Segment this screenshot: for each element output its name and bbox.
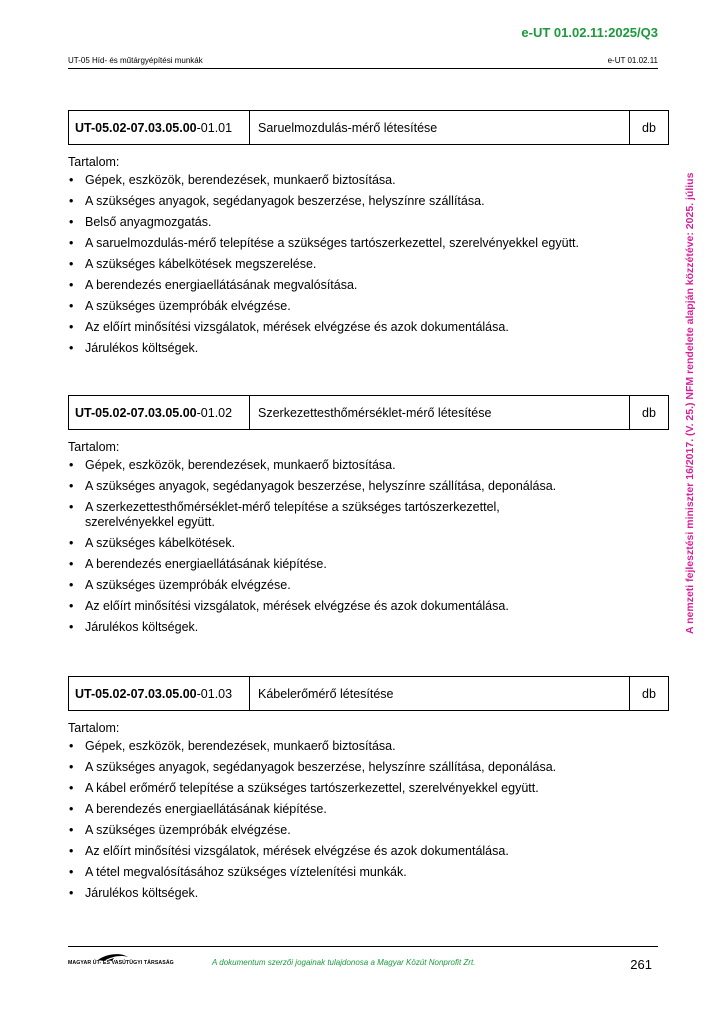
item-code-cell — [69, 396, 250, 429]
page-number: 261 — [630, 957, 652, 972]
contents-label: Tartalom: — [68, 440, 120, 454]
item-code-suffix: -01.02 — [196, 405, 233, 420]
document-code: e-UT 01.02.11:2025/Q3 — [521, 25, 658, 40]
item-code-main: UT-05.02-07.03.05.00 — [75, 120, 197, 135]
list-item: • Járulékos költségek. — [68, 886, 669, 901]
list-item: • Belső anyagmozgatás. — [68, 215, 669, 230]
footer-divider — [68, 946, 658, 947]
list-item: • A kábel erőmérő telepítése a szükséges tartószerkezettel, szerelvényekkel együtt. — [68, 781, 669, 796]
header-chapter-title: UT-05 Híd- és műtárgyépítési munkák — [68, 56, 203, 65]
list-item: • A szükséges anyagok, segédanyagok beszerzése, helyszínre szállítása, deponálása. — [68, 760, 669, 775]
list-item: • A szerkezettesthőmérséklet-mérő telepítése a szükséges tartószerkezettel, szerelvényekkel együtt. — [68, 500, 669, 530]
list-item: • A szükséges üzempróbák elvégzése. — [68, 823, 669, 838]
list-item: • Az előírt minősítési vizsgálatok, mérések elvégzése és azok dokumentálása. — [68, 844, 669, 859]
list-item: • Gépek, eszközök, berendezések, munkaerő biztosítása. — [68, 458, 669, 473]
contents-list — [68, 173, 669, 356]
side-publication-note: A nemzeti fejlesztési miniszter 16/2017. (V. 25.) NFM rendelete alapján közzétéve: 2025. július — [684, 172, 696, 634]
list-item: • A szükséges kábelkötések. — [68, 536, 669, 551]
list-item: • A szükséges üzempróbák elvégzése. — [68, 299, 669, 314]
list-item: • Az előírt minősítési vizsgálatok, mérések elvégzése és azok dokumentálása. — [68, 599, 669, 614]
list-item: • Az előírt minősítési vizsgálatok, mérések elvégzése és azok dokumentálása. — [68, 320, 669, 335]
copyright-note: A dokumentum szerzői jogainak tulajdonosa a Magyar Közút Nonprofit Zrt. — [212, 958, 476, 967]
list-item: • A szükséges anyagok, segédanyagok beszerzése, helyszínre szállítása, deponálása. — [68, 479, 669, 494]
item-unit: db — [642, 405, 656, 420]
item-title: Saruelmozdulás-mérő létesítése — [250, 111, 630, 144]
list-item: • A szükséges anyagok, segédanyagok beszerzése, helyszínre szállítása. — [68, 194, 669, 209]
item-unit: db — [642, 120, 656, 135]
item-unit: db — [642, 686, 656, 701]
contents-list — [68, 458, 669, 635]
list-item: • Járulékos költségek. — [68, 341, 669, 356]
list-item: • A berendezés energiaellátásának megvalósítása. — [68, 278, 669, 293]
list-item: • Járulékos költségek. — [68, 620, 669, 635]
list-item: • A saruelmozdulás-mérő telepítése a szükséges tartószerkezettel, szerelvényekkel együtt. — [68, 236, 669, 251]
contents-label: Tartalom: — [68, 155, 120, 169]
item-title: Szerkezettesthőmérséklet-mérő létesítése — [250, 396, 630, 429]
item-header-table — [68, 395, 669, 430]
item-code-main: UT-05.02-07.03.05.00 — [75, 686, 197, 701]
header-doc-id: e-UT 01.02.11 — [607, 56, 658, 65]
item-code-suffix: -01.03 — [196, 686, 233, 701]
item-code-cell — [69, 111, 250, 144]
item-block-01-03 — [68, 676, 669, 907]
item-code-suffix: -01.01 — [196, 120, 233, 135]
list-item: • A berendezés energiaellátásának kiépítése. — [68, 802, 669, 817]
list-item: • A szükséges üzempróbák elvégzése. — [68, 578, 669, 593]
item-code-cell — [69, 677, 250, 710]
contents-label: Tartalom: — [68, 721, 120, 735]
item-header-table — [68, 676, 669, 711]
item-block-01-01 — [68, 110, 669, 362]
list-item: • Gépek, eszközök, berendezések, munkaerő biztosítása. — [68, 739, 669, 754]
list-item: • Gépek, eszközök, berendezések, munkaerő biztosítása. — [68, 173, 669, 188]
contents-list — [68, 739, 669, 901]
list-item: • A tétel megvalósításához szükséges víztelenítési munkák. — [68, 865, 669, 880]
association-logo-text: MAGYAR ÚT- ÉS VASÚTÜGYI TÁRSASÁG — [68, 960, 174, 966]
item-code-main: UT-05.02-07.03.05.00 — [75, 405, 197, 420]
running-header — [68, 56, 658, 69]
list-item: • A szükséges kábelkötések megszerelése. — [68, 257, 669, 272]
item-block-01-02 — [68, 395, 669, 641]
item-title: Kábelerőmérő létesítése — [250, 677, 630, 710]
item-header-table — [68, 110, 669, 145]
list-item: • A berendezés energiaellátásának kiépítése. — [68, 557, 669, 572]
